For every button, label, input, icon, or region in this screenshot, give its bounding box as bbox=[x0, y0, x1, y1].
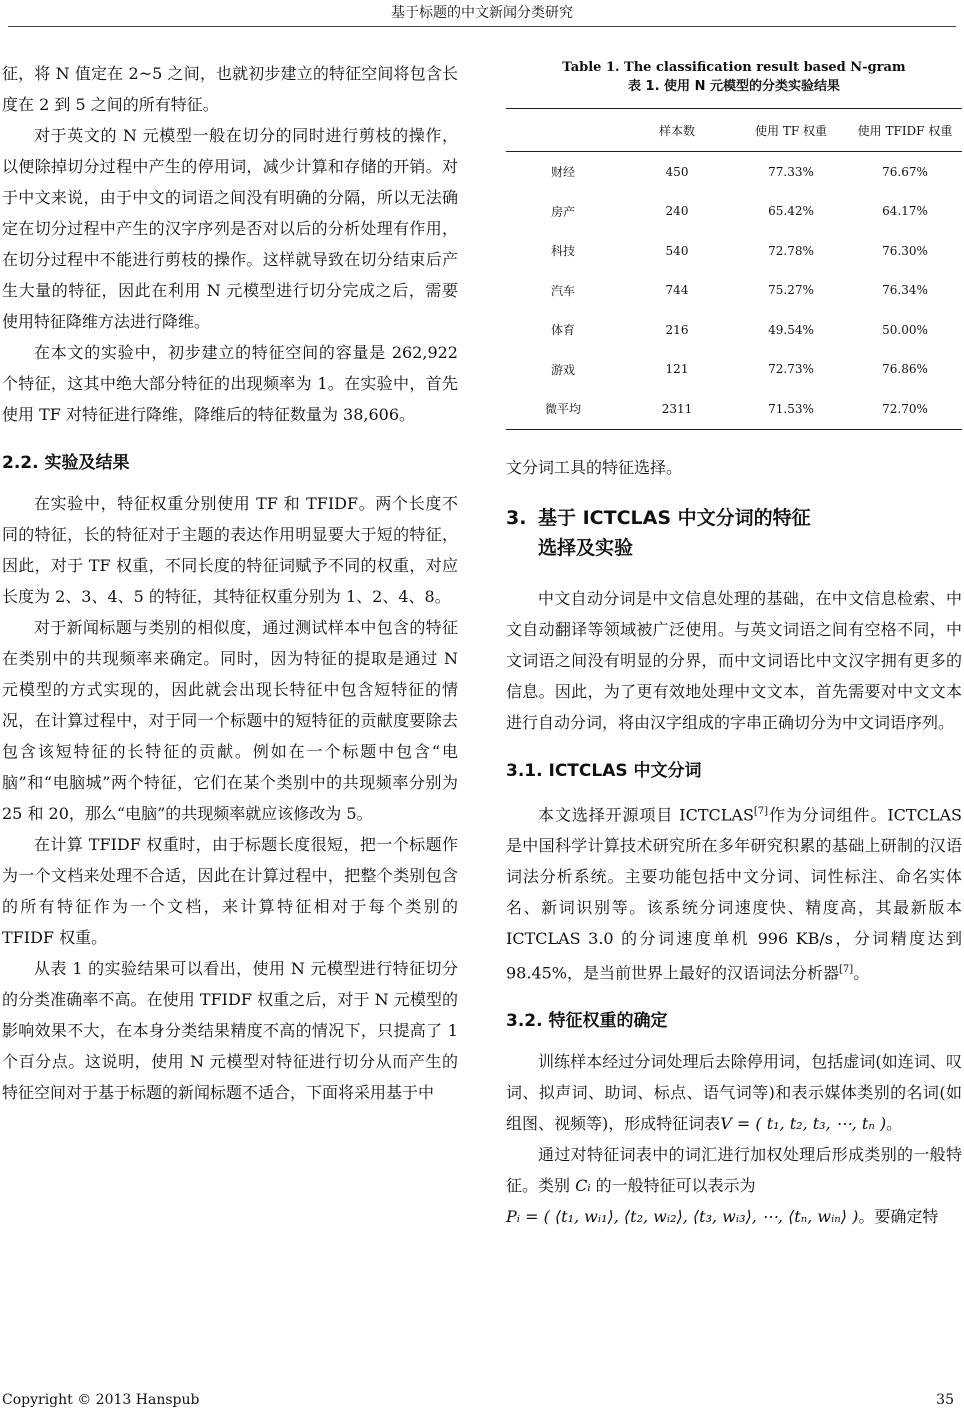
paragraph: 在计算 TFIDF 权重时，由于标题长度很短，把一个标题作为一个文档来处理不合适，因此在计算过程中，把整个类别包含的所有特征作为一个文档，来计算特征相对于每个类别的 TFIDF 权重。 bbox=[2, 835, 458, 947]
text-run: 。 bbox=[886, 1114, 903, 1134]
paragraph bbox=[506, 1046, 962, 1139]
section-number: 3. bbox=[506, 506, 527, 529]
text-run: 作为分词组件。ICTCLAS 是中国科学计算技术研究所在多年研究积累的基础上研制的汉语词法分析系统。主要功能包括中文分词、词性标注、命名实体名、新词识别等。该系统分词速度快、精度高，其最新版本 ICTCLAS 3.0 的分词速度单机 996 KB/s，分词精度达到 98.45%，是当前世界上最好的汉语词法分析器 bbox=[506, 804, 962, 983]
section-heading-3-2: 3.2. 特征权重的确定 bbox=[506, 1011, 668, 1032]
table-header-row bbox=[506, 109, 962, 152]
table-cell: 77.33% bbox=[768, 164, 814, 179]
formula-ci: Cᵢ bbox=[575, 1176, 591, 1196]
table-cell: 64.17% bbox=[882, 204, 928, 219]
paragraph: 中文自动分词是中文信息处理的基础，在中文信息检索、中文自动翻译等领域被广泛使用。与英文词语之间有空格不同，中文词语之间没有明显的分界，而中文词语比中文汉字拥有更多的信息。因此，为了更有效地处理中文文本，首先需要对中文文本进行自动分词，将由汉字组成的字串正确切分为中文词语序列。 bbox=[506, 588, 962, 732]
table-cell: 72.73% bbox=[768, 362, 814, 377]
paragraph: 对于英文的 N 元模型一般在切分的同时进行剪枝的操作，以便除掉切分过程中产生的停用词，减少计算和存储的开销。对于中文来说，由于中文的词语之间没有明确的分隔，所以无法确定在切分过程中产生的汉字序列是否对以后的分析处理有作用，在切分过程中不能进行剪枝的操作。这样就导致在切分结束后产生大量的特征，因此在利用 N 元模型进行切分完成之后，需要使用特征降维方法进行降维。 bbox=[2, 126, 458, 331]
table-row bbox=[506, 192, 962, 232]
formula-v: V = ( t₁, t₂, t₃, ⋯, tₙ ) bbox=[720, 1114, 887, 1134]
text-run: 训练样本经过分词处理后去除停用词，包括虚词(如连词、叹词、拟声词、助词、标点、语气词等)和表示媒体类别的名词(如组图、视频等)，形成特征词表 bbox=[506, 1052, 962, 1134]
paragraph: 在实验中，特征权重分别使用 TF 和 TFIDF。两个长度不同的特征，长的特征对于主题的表达作用明显要大于短的特征，因此，对于 TF 权重，不同长度的特征词赋予不同的权重，对应长度为 2、3、4、5 的特征，其特征权重分别为 1、2、4、8。 bbox=[2, 494, 458, 606]
table-cell: 216 bbox=[665, 322, 689, 337]
table-cell: 450 bbox=[665, 164, 689, 179]
left-column bbox=[2, 58, 458, 1108]
table-row bbox=[506, 389, 962, 429]
text-run: 的一般特征可以表示为 bbox=[595, 1176, 756, 1196]
table-cell: 财经 bbox=[550, 165, 575, 180]
table-cell: 744 bbox=[665, 283, 689, 298]
paragraph bbox=[506, 796, 962, 989]
table-caption-cn: 表 1. 使用 N 元模型的分类实验结果 bbox=[628, 79, 840, 94]
paragraph bbox=[506, 1139, 962, 1232]
table-cell: 2311 bbox=[620, 389, 734, 429]
paragraph: 对于新闻标题与类别的相似度，通过测试样本中包含的特征在类别中的共现频率来确定。同时，因为特征的提取是通过 N 元模型的方式实现的，因此就会出现长特征中包含短特征的情况，在计算过程中，对于同一个标题中的短特征的贡献度要除去包含该短特征的长特征的贡献。例如在一个标题中包含“电脑”和“电脑城”两个特征，它们在某个类别中的共现频率分别为 25 和 20，那么“电脑”的共现频率就应该修改为 5。 bbox=[2, 618, 458, 823]
table-cell: 76.30% bbox=[882, 243, 928, 258]
table-cell: 游戏 bbox=[550, 362, 575, 377]
text-run: 。要确定特 bbox=[858, 1207, 939, 1227]
table-cell: 121 bbox=[665, 362, 689, 377]
table-header-cell: 使用 TF 权重 bbox=[734, 109, 848, 152]
text-run: 通过对特征词表中的词汇进行加权处理后形成类别的一般特征。类别 bbox=[506, 1145, 962, 1196]
table-cell: 540 bbox=[665, 243, 689, 258]
table-cell: 240 bbox=[665, 204, 689, 219]
paragraph: 在本文的实验中，初步建立的特征空间的容量是 262,922 个特征，这其中绝大部分特征的出现频率为 1。在实验中，首先使用 TF 对特征进行降维，降维后的特征数量为 38,606。 bbox=[2, 343, 458, 424]
table-row bbox=[506, 231, 962, 271]
table-cell: 72.78% bbox=[768, 243, 814, 258]
citation-ref[interactable]: [7] bbox=[753, 805, 769, 817]
table-cell: 50.00% bbox=[882, 322, 928, 337]
table-row bbox=[506, 271, 962, 311]
table-caption-en: Table 1. The classification result based N-gram bbox=[562, 60, 906, 75]
section-title-line2: 选择及实验 bbox=[538, 536, 634, 559]
table-cell: 65.42% bbox=[768, 204, 814, 219]
table-row bbox=[506, 310, 962, 350]
table-cell: 76.34% bbox=[882, 283, 928, 298]
table-cell: 72.70% bbox=[848, 389, 962, 429]
formula-p: Pᵢ = ( ⟨t₁, wᵢ₁⟩, ⟨t₂, wᵢ₂⟩, ⟨t₃, wᵢ₃⟩, ⋯, ⟨tₙ, wᵢₙ⟩ ) bbox=[506, 1207, 859, 1227]
header-rule bbox=[8, 26, 956, 27]
results-table bbox=[506, 108, 962, 430]
section-heading-2-2: 2.2. 实验及结果 bbox=[2, 453, 130, 473]
paragraph: 文分词工具的特征选择。 bbox=[506, 457, 683, 477]
text-run: 。 bbox=[853, 963, 870, 983]
footer-copyright: Copyright © 2013 Hanspub bbox=[2, 1392, 200, 1408]
paragraph: 征，将 N 值定在 2~5 之间，也就初步建立的特征空间将包含长度在 2 到 5 之间的所有特征。 bbox=[2, 64, 458, 114]
table-header-cell: 样本数 bbox=[620, 109, 734, 152]
section-title-line1: 基于 ICTCLAS 中文分词的特征 bbox=[538, 506, 811, 529]
running-header: 基于标题的中文新闻分类研究 bbox=[391, 5, 573, 21]
table-header-cell bbox=[506, 109, 620, 152]
table-row bbox=[506, 152, 962, 192]
table-cell: 体育 bbox=[550, 323, 575, 338]
section-heading-3-1: 3.1. ICTCLAS 中文分词 bbox=[506, 760, 702, 781]
paragraph: 从表 1 的实验结果可以看出，使用 N 元模型进行特征切分的分类准确率不高。在使用 TFIDF 权重之后，对于 N 元模型的影响效果不大，在本身分类结果精度不高的情况下，只提高了 1 个百分点。这说明，使用 N 元模型对特征进行切分从而产生的特征空间对于基于标题的新闻标题不适合，下面将采用基于中 bbox=[2, 959, 458, 1102]
citation-ref[interactable]: [7] bbox=[839, 963, 854, 975]
section-heading-3 bbox=[506, 503, 962, 563]
table-cell: 76.86% bbox=[882, 362, 928, 377]
footer-page-number: 35 bbox=[936, 1392, 954, 1408]
table-cell: 房产 bbox=[550, 204, 575, 219]
table-cell: 49.54% bbox=[768, 322, 814, 337]
table-cell: 71.53% bbox=[734, 389, 848, 429]
table-cell: 微平均 bbox=[506, 389, 620, 429]
table-cell: 科技 bbox=[550, 244, 575, 259]
table-cell: 76.67% bbox=[882, 164, 928, 179]
right-column bbox=[506, 58, 962, 1232]
text-run: 本文选择开源项目 ICTCLAS bbox=[538, 804, 754, 824]
table-row bbox=[506, 350, 962, 390]
table-cell: 汽车 bbox=[550, 283, 575, 298]
table-cell: 75.27% bbox=[768, 283, 814, 298]
table-header-cell: 使用 TFIDF 权重 bbox=[848, 109, 962, 152]
